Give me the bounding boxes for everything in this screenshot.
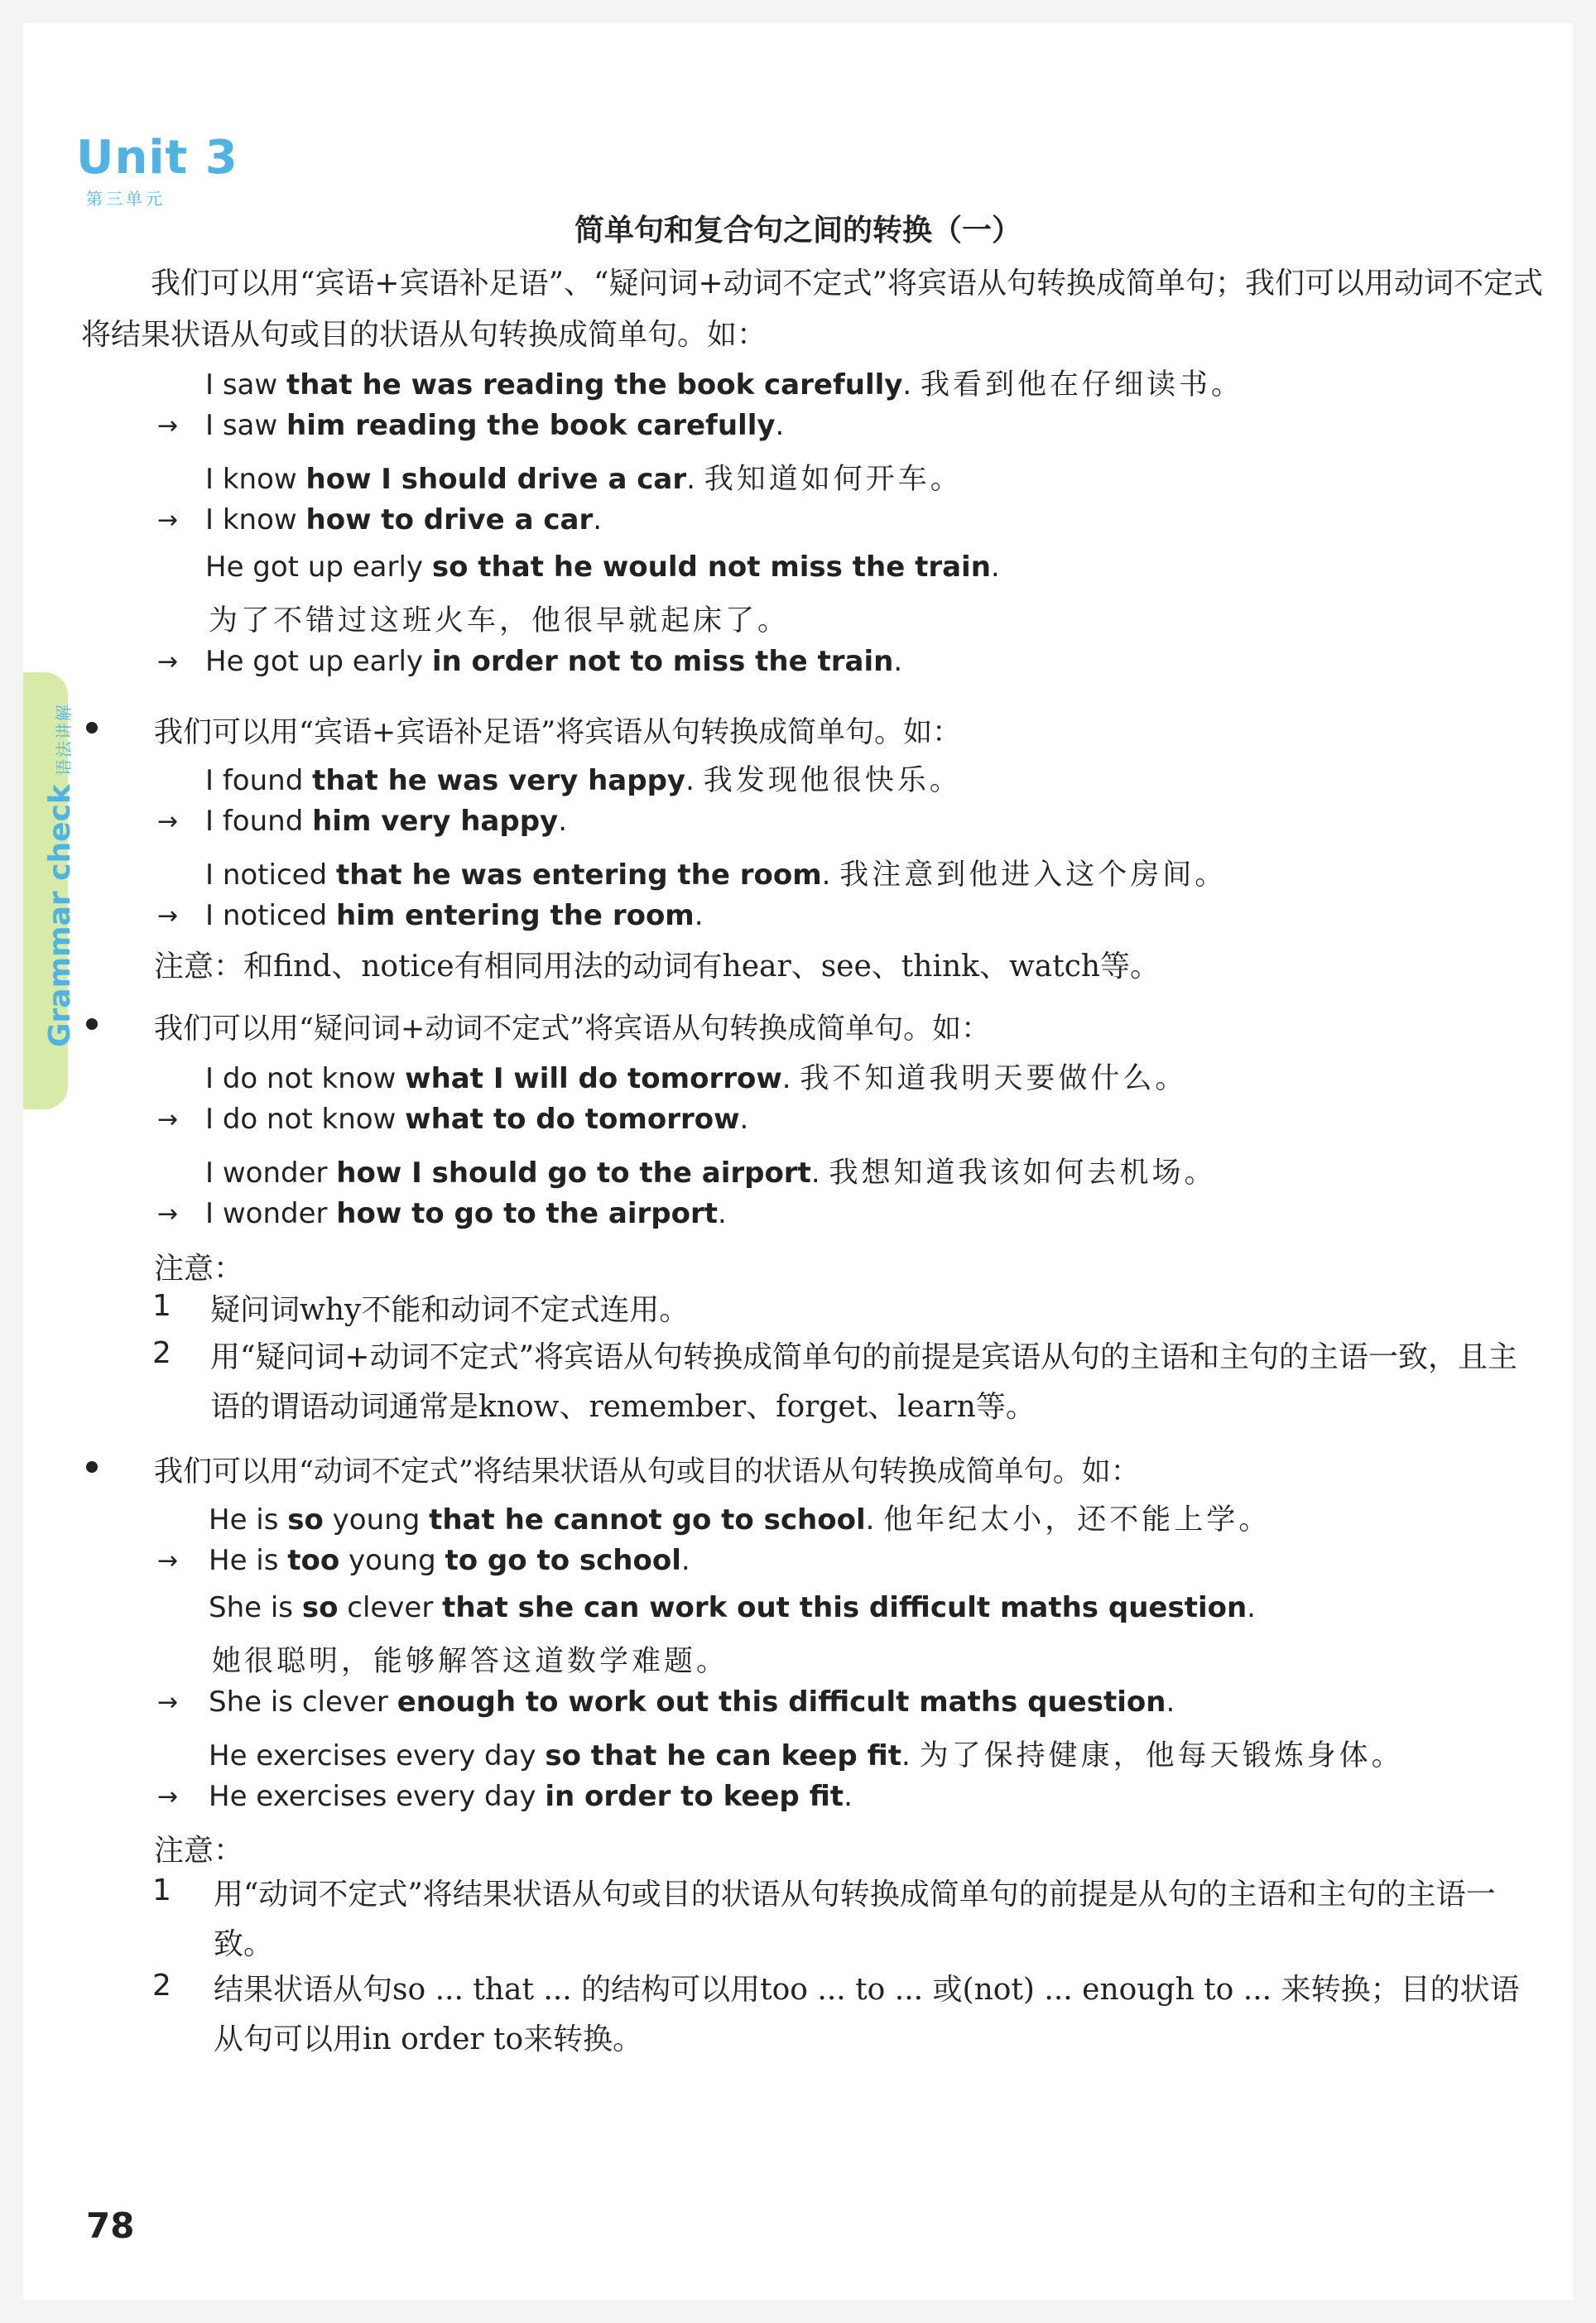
example-line: I do not know what to do tomorrow. <box>205 1103 749 1136</box>
bullet-text: 我们可以用“动词不定式”将结果状语从句或目的状语从句转换成简单句。如： <box>154 1455 1140 1489</box>
side-tab-label: Grammar check语法讲解 <box>43 703 77 1047</box>
example-line: He is too young to go to school. <box>209 1544 690 1577</box>
example-line: 为了不错过这班火车，他很早就起床了。 <box>209 604 791 637</box>
bullet-dot <box>86 722 98 733</box>
unit-label: Unit 3 <box>76 131 238 185</box>
bullet-text: 我们可以用“疑问词+动词不定式”将宾语从句转换成简单句。如： <box>154 1012 991 1046</box>
note-text: 疑问词why不能和动词不定式连用。 <box>210 1293 690 1327</box>
example-line: I found him very happy. <box>205 805 568 838</box>
example-line: I wonder how I should go to the airport. 我想知道我该如何去机场。 <box>205 1157 1217 1190</box>
note-text: 结果状语从句so ... that ... 的结构可以用too ... to ... 或(not) ... enough to ... 来转换；目的状语从句可以用in order to来转换。 <box>214 1973 1520 2056</box>
note-label: 注意： <box>154 1834 244 1868</box>
example-line: He is so young that he cannot go to school. 他年纪太小，还不能上学。 <box>209 1503 1272 1537</box>
arrow-icon: → <box>157 411 179 440</box>
example-line: I saw him reading the book carefully. <box>205 409 785 442</box>
note-text: 注意：和find、notice有相同用法的动词有hear、see、think、watch等。 <box>154 950 1161 984</box>
page-number: 78 <box>86 2205 135 2246</box>
arrow-icon: → <box>157 647 179 676</box>
note-text: 用“动词不定式”将结果状语从句或目的状语从句转换成简单句的前提是从句的主语和主句的主语一致。 <box>214 1878 1496 1961</box>
bullet-dot <box>86 1018 98 1030</box>
arrow-icon: → <box>157 506 179 535</box>
example-line: I wonder how to go to the airport. <box>205 1197 727 1230</box>
example-line: I saw that he was reading the book carefully. 我看到他在仔细读书。 <box>205 368 1244 402</box>
arrow-icon: → <box>157 1688 179 1717</box>
example-line: I noticed that he was entering the room. 我注意到他进入这个房间。 <box>205 858 1228 892</box>
bullet-text: 我们可以用“宾语+宾语补足语”将宾语从句转换成简单句。如： <box>154 716 962 749</box>
example-line: I know how I should drive a car. 我知道如何开车。 <box>205 463 963 496</box>
note-number: 2 <box>152 1336 171 1370</box>
example-line: He got up early so that he would not miss the train. <box>205 551 1000 584</box>
example-line: 她很聪明，能够解答这道数学难题。 <box>212 1645 729 1678</box>
arrow-icon: → <box>157 1105 179 1134</box>
note-number: 1 <box>152 1289 171 1323</box>
arrow-icon: → <box>157 1782 179 1811</box>
note-label: 注意： <box>154 1252 244 1286</box>
example-line: I know how to drive a car. <box>205 503 603 536</box>
example-line: He exercises every day in order to keep fit. <box>209 1780 853 1813</box>
example-line: She is clever enough to work out this difficult maths question. <box>209 1686 1175 1719</box>
arrow-icon: → <box>157 807 179 836</box>
unit-label-cn: 第三单元 <box>86 189 166 209</box>
arrow-icon: → <box>157 1200 179 1229</box>
arrow-icon: → <box>157 902 179 931</box>
example-line: He exercises every day so that he can keep fit. 为了保持健康，他每天锻炼身体。 <box>209 1739 1404 1772</box>
note-number: 2 <box>152 1969 171 2003</box>
example-line: I noticed him entering the room. <box>205 899 704 932</box>
page-title: 简单句和复合句之间的转换（一） <box>574 214 1022 248</box>
example-line: She is so clever that she can work out this difficult maths question. <box>209 1591 1256 1624</box>
note-number: 1 <box>152 1873 171 1907</box>
example-line: I found that he was very happy. 我发现他很快乐。 <box>205 764 962 797</box>
arrow-icon: → <box>157 1546 179 1575</box>
bullet-dot <box>86 1461 98 1473</box>
note-text: 用“疑问词+动词不定式”将宾语从句转换成简单句的前提是宾语从句的主语和主句的主语一致，且主语的谓语动词通常是know、remember、forget、learn等。 <box>210 1340 1517 1424</box>
intro-paragraph: 我们可以用“宾语+宾语补足语”、“疑问词+动词不定式”将宾语从句转换成简单句；我们可以用动词不定式将结果状语从句或目的状语从句转换成简单句。如： <box>81 267 1543 352</box>
example-line: I do not know what I will do tomorrow. 我不知道我明天要做什么。 <box>205 1062 1188 1095</box>
example-line: He got up early in order not to miss the train. <box>205 645 903 678</box>
